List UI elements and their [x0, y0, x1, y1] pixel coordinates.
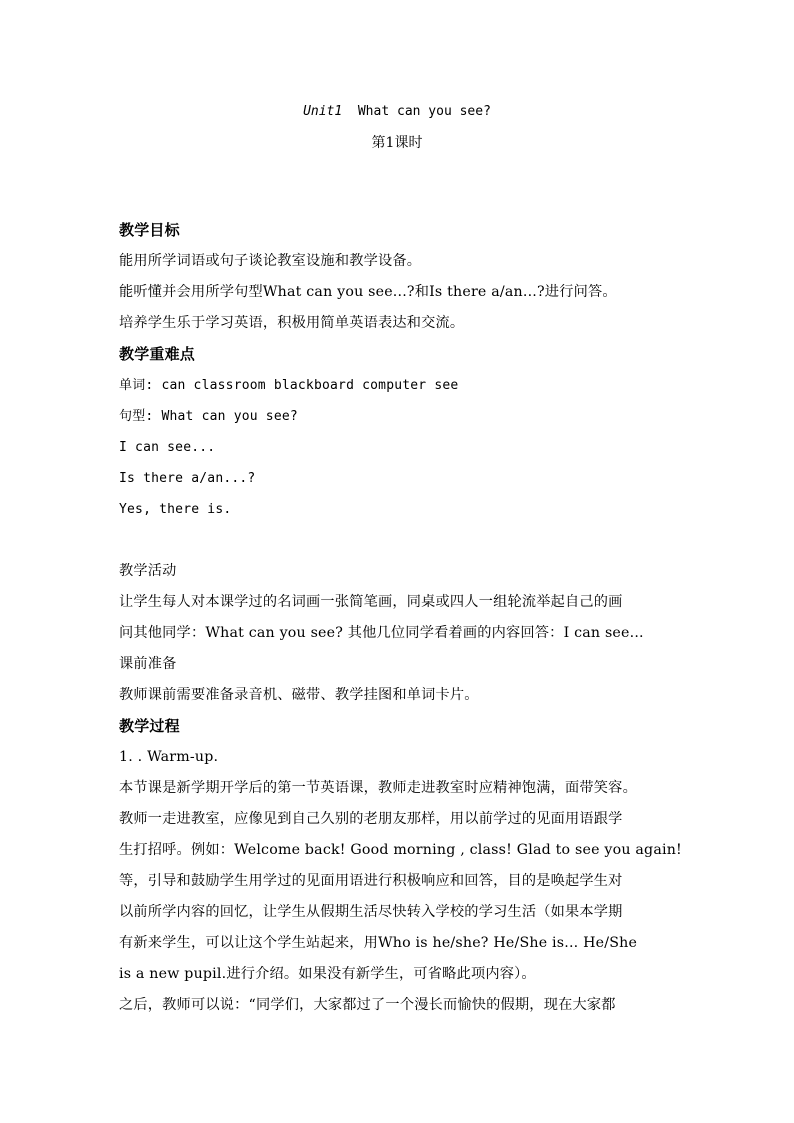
document-body — [119, 215, 682, 1021]
keypoint-line: Yes, there is. — [119, 502, 232, 517]
objective-line: 培养学生乐于学习英语，积极用简单英语表达和交流。 — [119, 315, 465, 331]
process-line: 本节课是新学期开学后的第一节英语课，教师走进教室时应精神饱满，面带笑容。 — [119, 780, 637, 796]
process-line: 以前所学内容的回忆，让学生从假期生活尽快转入学校的学习生活（如果本学期 — [119, 904, 623, 920]
keypoints-heading: 教学重难点 — [119, 345, 196, 363]
lesson-label: 第1课时 — [371, 135, 423, 151]
activity-heading: 教学活动 — [119, 563, 177, 579]
document-title — [0, 101, 794, 123]
keypoint-line: 单词: can classroom blackboard computer see — [119, 378, 459, 393]
keypoint-line: 句型: What can you see? — [119, 409, 298, 424]
process-line: 教师一走进教室，应像见到自己久别的老朋友那样，用以前学过的见面用语跟学 — [119, 811, 623, 827]
process-line: 有新来学生，可以让这个学生站起来，用Who is he/she? He/She is... He/She — [119, 935, 638, 951]
process-heading: 教学过程 — [119, 717, 180, 735]
process-line: 生打招呼。例如：Welcome back! Good morning , class! Glad to see you again! — [119, 842, 682, 858]
prep-line: 教师课前需要准备录音机、磁带、教学挂图和单词卡片。 — [119, 687, 479, 703]
activity-line: 问其他同学：What can you see? 其他几位同学看着画的内容回答：I can see... — [119, 625, 644, 641]
title-text: What can you see? — [342, 104, 491, 119]
objective-line: 能听懂并会用所学句型What can you see...?和Is there a/an...?进行问答。 — [119, 284, 617, 300]
unit-label: Unit1 — [303, 104, 343, 119]
prep-heading: 课前准备 — [119, 656, 177, 672]
activity-line: 让学生每人对本课学过的名词画一张简笔画，同桌或四人一组轮流举起自己的画 — [119, 594, 623, 610]
keypoint-line: I can see... — [119, 440, 216, 455]
keypoint-line: Is there a/an...? — [119, 471, 256, 486]
process-line: 1. . Warm-up. — [119, 749, 219, 765]
process-line: is a new pupil.进行介绍。如果没有新学生，可省略此项内容）。 — [119, 966, 536, 982]
objective-line: 能用所学词语或句子谈论教室设施和教学设备。 — [119, 253, 422, 269]
objectives-heading: 教学目标 — [119, 221, 180, 239]
process-line: 之后，教师可以说：“同学们，大家都过了一个漫长而愉快的假期，现在大家都 — [119, 997, 616, 1013]
process-line: 等，引导和鼓励学生用学过的见面用语进行积极响应和回答，目的是唤起学生对 — [119, 873, 623, 889]
spacer — [119, 525, 679, 556]
